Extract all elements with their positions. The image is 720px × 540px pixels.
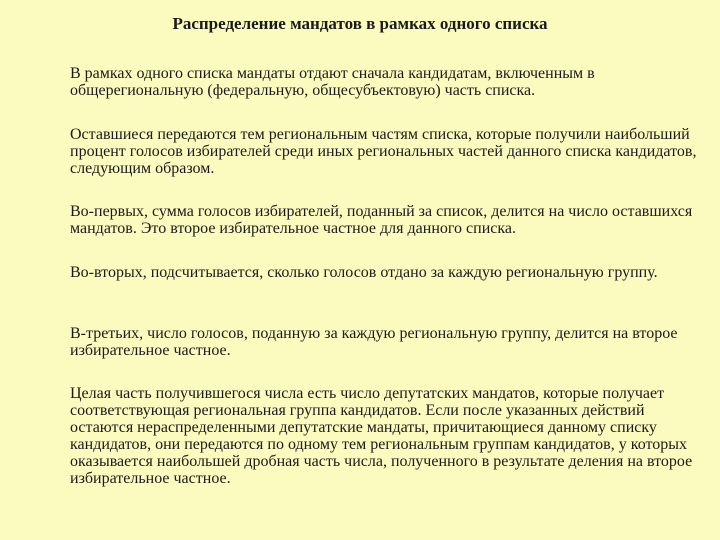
paragraph-general-part: В рамках одного списка мандаты отдают сначала кандидатам, включенным в общерегиональную (федеральную, общесубъектовую) часть списка.	[70, 65, 595, 99]
paragraph-remaining-mandates: Оставшиеся передаются тем региональным частям списка, которые получили наибольший процент голосов избирателей среди иных региональных частей данного списка кандидатов, следующим образом.	[70, 126, 697, 177]
paragraph-second-step: Во-вторых, подсчитывается, сколько голосов отдано за каждую региональную группу.	[70, 264, 658, 281]
paragraph-third-step: В-третьих, число голосов, поданную за каждую региональную группу, делится на второе избирательное частное.	[70, 325, 678, 359]
paragraph-first-step: Во-первых, сумма голосов избирателей, поданный за список, делится на число оставшихся мандатов. Это второе избирательное частное для данного списка.	[70, 203, 693, 237]
slide-title: Распределение мандатов в рамках одного списка	[172, 14, 548, 33]
paragraph-integer-part: Целая часть получившегося числа есть число депутатских мандатов, которые получает соответствующая региональная группа кандидатов. Если после указанных действий остаются нераспределенными депутатские мандаты, причитающиеся данному списку кандидатов, они передаются по одному тем региональным группам кандидатов, у которых оказывается наибольшей дробная часть числа, полученного в результате деления на второе избирательное частное.	[70, 385, 693, 487]
